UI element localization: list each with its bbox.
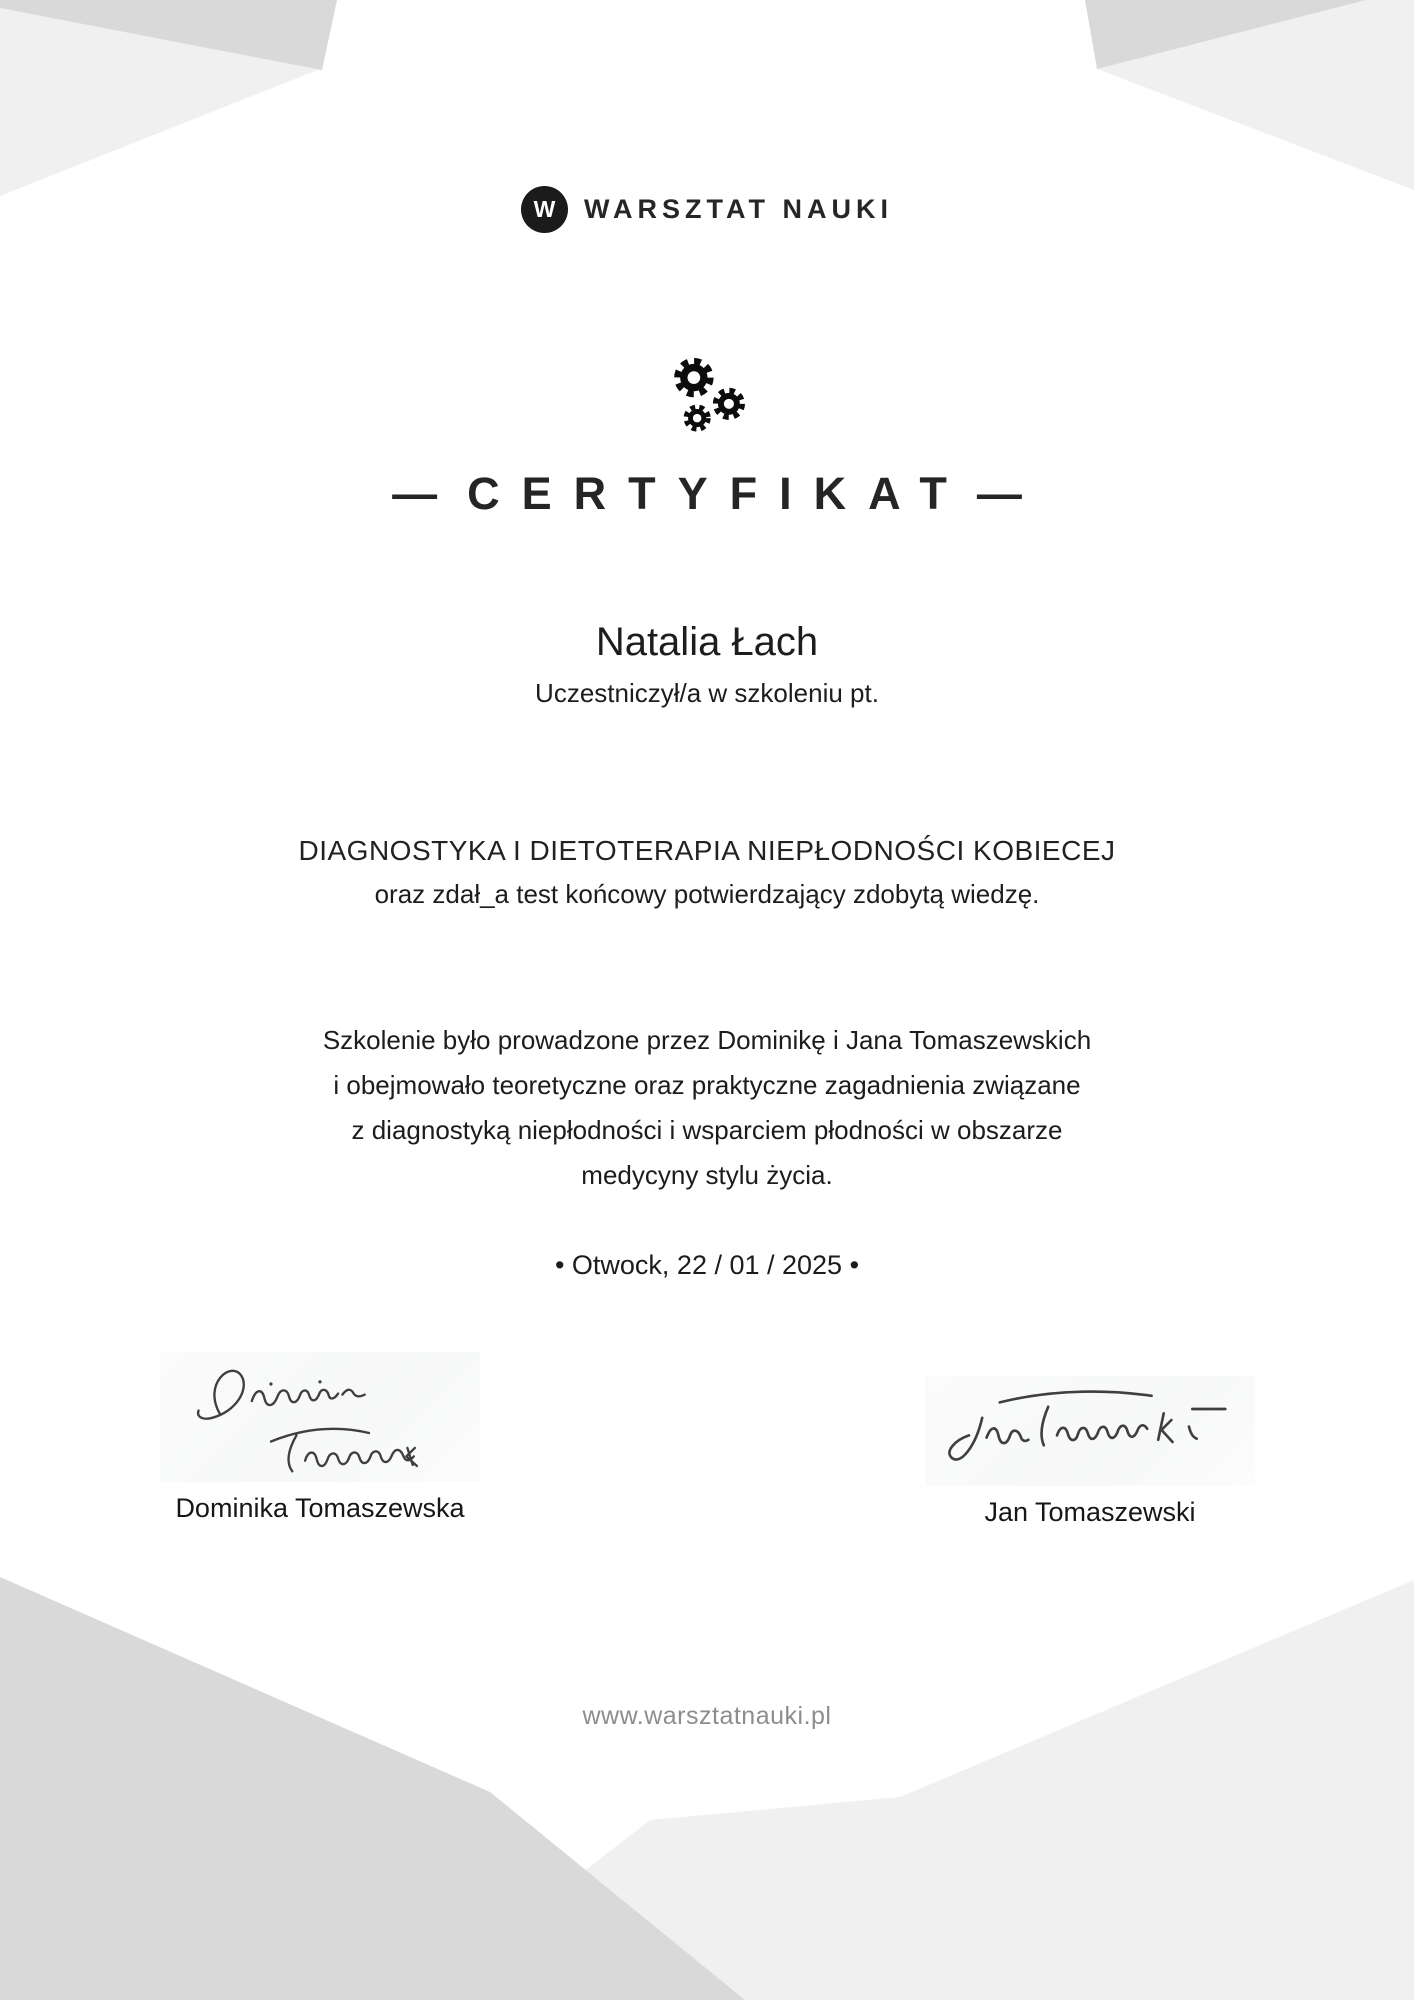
recipient-name: Natalia Łach	[595, 620, 819, 664]
gear-large	[677, 361, 710, 394]
signature-handwriting-jan	[925, 1376, 1255, 1486]
gear-small	[686, 407, 708, 429]
title-right-dash: —	[976, 468, 1022, 519]
website-url: www.warsztatnauki.pl	[582, 1702, 832, 1730]
signature-scan-right	[925, 1376, 1255, 1486]
w-badge-icon	[521, 186, 568, 233]
title-left-dash: —	[392, 468, 438, 519]
signature-block-right	[880, 1352, 1300, 1528]
signatory-name: Jan Tomaszewski	[984, 1497, 1196, 1527]
description-line: z diagnostyką niepłodności i wsparciem płodności w obszarze	[351, 1115, 1063, 1145]
logo-letter: W	[533, 196, 556, 222]
gear-medium	[716, 390, 743, 417]
course-title: DIAGNOSTYKA I DIETOTERAPIA NIEPŁODNOŚCI KOBIECEJ	[298, 835, 1116, 866]
bottom-left-dark-shape	[0, 1577, 745, 2000]
signatory-name: Dominika Tomaszewska	[175, 1493, 465, 1523]
description-line: medycyny stylu życia.	[581, 1160, 833, 1190]
description-line: Szkolenie było prowadzone przez Dominikę i Jana Tomaszewskich	[322, 1025, 1092, 1055]
brand-name: WARSZTAT NAUKI	[584, 194, 893, 224]
gears-icon	[661, 348, 753, 440]
description-line: i obejmowało teoretyczne oraz praktyczne zagadnienia związane	[333, 1070, 1081, 1100]
course-note: oraz zdał_a test końcowy potwierdzający zdobytą wiedzę.	[374, 879, 1040, 909]
page-title: CERTYFIKAT	[467, 468, 969, 519]
signature-block-left	[110, 1352, 530, 1524]
signature-handwriting-dominika	[160, 1352, 480, 1482]
certificate-title-row	[0, 468, 1414, 520]
signature-scan-left	[160, 1352, 480, 1482]
date-line: • Otwock, 22 / 01 / 2025 •	[554, 1250, 860, 1280]
description-paragraph	[0, 1018, 1414, 1198]
participation-line: Uczestniczył/a w szkoleniu pt.	[535, 678, 879, 708]
gears-icon-wrap	[0, 348, 1414, 440]
brand-logo	[0, 186, 1414, 233]
